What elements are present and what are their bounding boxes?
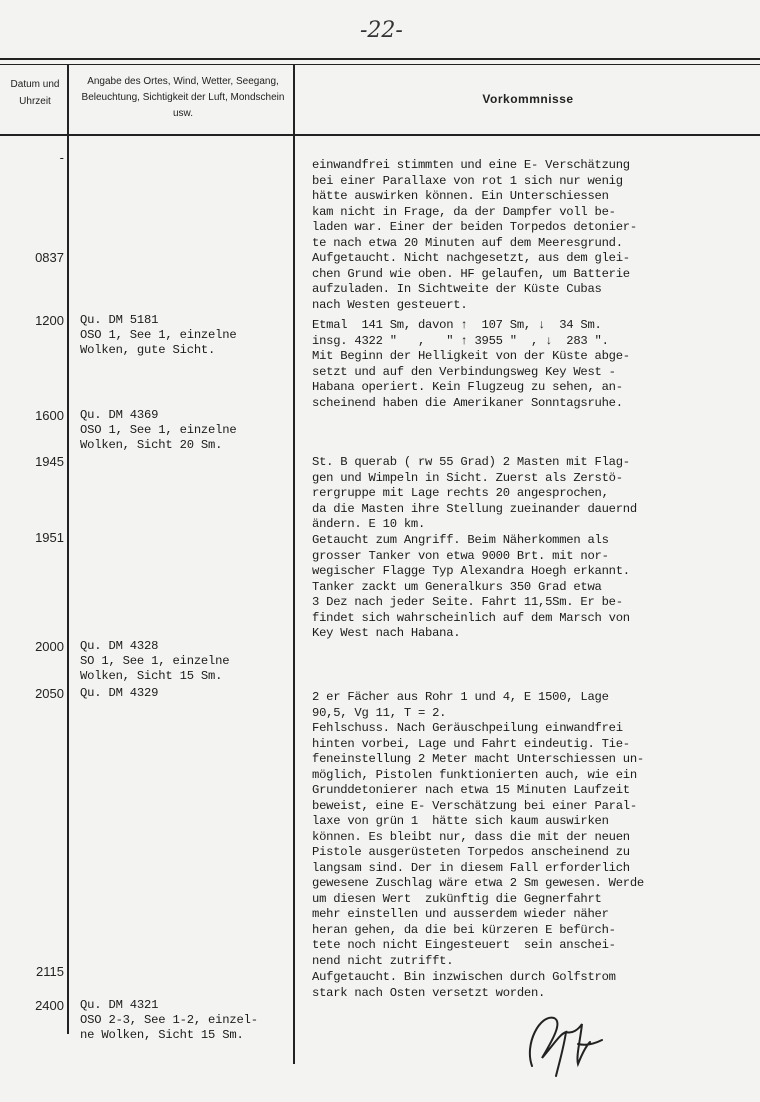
entry-text: Etmal 141 Sm, davon ↑ 107 Sm, ↓ 34 Sm. insg. 4322 " , " ↑ 3955 " , ↓ 283 ". Mit Beginn der Helligkeit von der Küste abge- setzt und auf den Verbindungsweg Key West - Habana operiert. Kein Flugzeug zu sehen, an- scheinend haben die Amerikaner Sonntagsruhe. — [312, 318, 630, 410]
entry-location: Qu. DM 4329 — [80, 686, 159, 700]
entry-location: Qu. DM 4328 SO 1, See 1, einzelne Wolken, Sicht 15 Sm. — [80, 639, 230, 684]
entry-location: Qu. DM 4369 OSO 1, See 1, einzelne Wolken, Sicht 20 Sm. — [80, 408, 237, 453]
header-angabe: Angabe des Ortes, Wind, Wetter, Seegang, Beleuchtung, Sichtigkeit der Luft, Mondschein usw. — [81, 76, 285, 119]
page-number: -22- — [360, 18, 403, 43]
column-divider-2 — [293, 64, 295, 1064]
entry-text: 2 er Fächer aus Rohr 1 und 4, E 1500, Lage 90,5, Vg 11, T = 2. Fehlschuss. Nach Geräuschpeilung einwandfrei hinten vorbei, Lage und Fahrt eindeutig. Tie- feneinstellung 2 Meter macht Unterschiessen un- möglich, Pistolen funktionierten auch, wie ein Grunddetonierer nach etwa 15 Minuten Laufzeit beweist, eine E- Verschätzung bei einer Paral- laxe von grün 1 hätte sich kaum auswirken können. Es bleibt nur, dass die mit der neuen Pistole ausgerüsteten Torpedos anscheinend zu langsam sind. Der in diesem Fall erforderlich gewesene Zuschlag wäre etwa 2 Sm gewesen. Werde um diesen Wert zukünftig die Gegnerfahrt mehr einstellen und ausserdem wieder näher heran gehen, da die bei kürzeren E befürch- tete noch nicht Eingesteuert sein anschei- nend nicht zutrifft. — [312, 690, 644, 968]
entry-time: 1951 — [35, 530, 64, 545]
column-divider-1 — [67, 64, 69, 1034]
entry-text: einwandfrei stimmten und eine E- Verschätzung bei einer Parallaxe von rot 1 sich nur wenig hätte auswirken können. Ein Unterschiessen kam nicht in Frage, da der Dampfer voll be- laden war. Einer der beiden Torpedos detonier- te nach etwa 20 Minuten auf dem Meeresgrund. — [312, 158, 637, 250]
entry-time: 2000 — [35, 639, 64, 654]
header-datum: Datum und Uhrzeit — [10, 79, 60, 107]
top-rule — [0, 58, 760, 60]
entry-time: 0837 — [35, 250, 64, 265]
entry-text: St. B querab ( rw 55 Grad) 2 Masten mit Flag- gen und Wimpeln in Sicht. Zuerst als Zerstö- rergruppe mit Lage rechts 20 angesprochen, da die Masten ihre Stellung zueinander dauernd ändern. E 10 km. — [312, 455, 637, 531]
entry-time: 1200 — [35, 313, 64, 328]
header-vorkommnisse: Vorkommnisse — [482, 92, 574, 106]
entry-location: Qu. DM 5181 OSO 1, See 1, einzelne Wolken, gute Sicht. — [80, 313, 237, 358]
entry-location: Qu. DM 4321 OSO 2-3, See 1-2, einzel- ne Wolken, Sicht 15 Sm. — [80, 998, 258, 1043]
entry-text: Getaucht zum Angriff. Beim Näherkommen als grosser Tanker von etwa 9000 Brt. mit nor- wegischer Flagge Typ Alexandra Hoegh erkannt. Tanker zackt um Generalkurs 350 Grad etwa 3 Dez nach jeder Seite. Fahrt 11,5Sm. Er be- findet sich wahrscheinlich auf dem Marsch von Key West nach Habana. — [312, 533, 630, 640]
entry-text: Aufgetaucht. Bin inzwischen durch Golfstrom stark nach Osten versetzt worden. — [312, 970, 616, 1000]
entry-time: 2050 — [35, 686, 64, 701]
entry-time: 2400 — [35, 998, 64, 1013]
header-rule — [0, 134, 760, 136]
entry-time: 1945 — [35, 454, 64, 469]
entry-time: 1600 — [35, 408, 64, 423]
handwritten-signature — [520, 1004, 610, 1084]
entry-time: 2115 — [36, 964, 64, 979]
entry-text: Aufgetaucht. Nicht nachgesetzt, aus dem glei- chen Grund wie oben. HF gelaufen, um Batterie aufzuladen. In Sichtweite der Küste Cubas nach Westen gesteuert. — [312, 251, 630, 312]
entry-time: - — [59, 150, 64, 165]
top-rule-thin — [0, 64, 760, 65]
